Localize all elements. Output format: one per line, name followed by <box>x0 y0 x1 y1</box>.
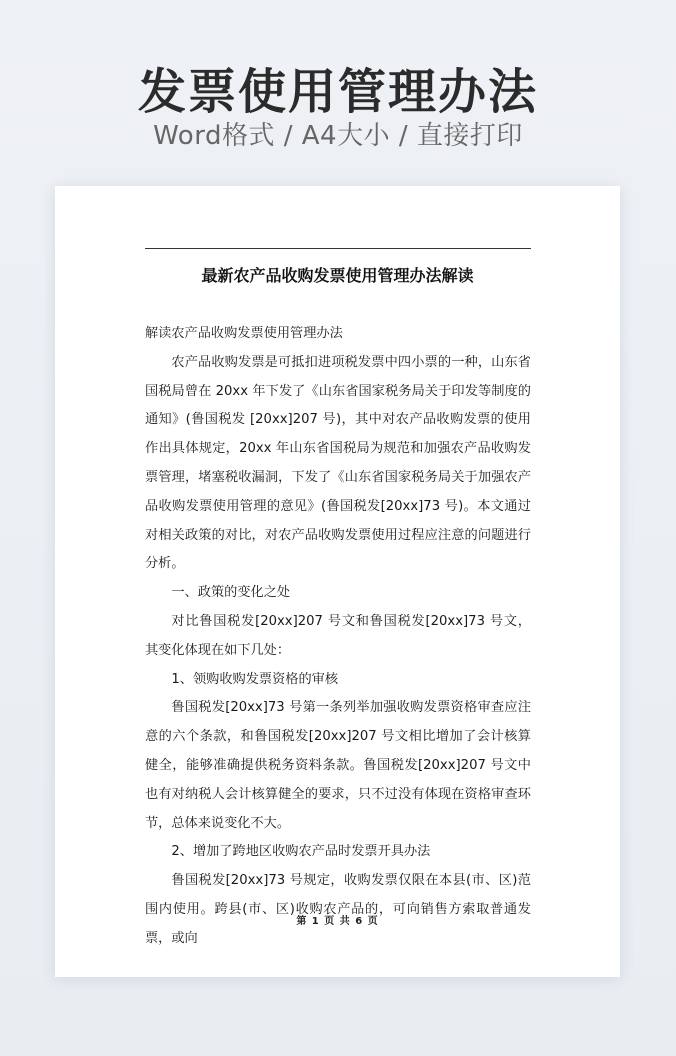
document-title: 最新农产品收购发票使用管理办法解读 <box>201 266 474 285</box>
header-rule <box>145 248 531 249</box>
section-heading: 解读农产品收购发票使用管理办法 <box>145 326 343 341</box>
banner-subtitle: Word格式 / A4大小 / 直接打印 <box>153 121 523 151</box>
subsection-heading: 1、领购收购发票资格的审核 <box>171 671 339 687</box>
section-heading: 一、政策的变化之处 <box>171 585 291 601</box>
page-footer: 第 1 页 共 6 页 <box>296 916 379 927</box>
body-paragraph: 鲁国税发[20xx]73 号规定，收购发票仅限在本县(市、区)范围内使用。跨县(市、区)收购农产品的，可向销售方索取普通发票，或向 <box>145 873 531 946</box>
body-paragraph: 对比鲁国税发[20xx]207 号文和鲁国税发[20xx]73 号文，其变化体现在如下几处： <box>145 613 531 658</box>
body-paragraph: 鲁国税发[20xx]73 号第一条列举加强收购发票资格审查应注意的六个条款，和鲁国税发[20xx]207 号文相比增加了会计核算健全，能够准确提供税务资料条款。鲁国税发[20xx]207 号文中也有对纳税人会计核算健全的要求，只不过没有体现在资格审查环节，总体来说变化不大。 <box>145 700 531 831</box>
banner-title: 发票使用管理办法 <box>137 64 538 120</box>
subsection-heading: 2、增加了跨地区收购农产品时发票开具办法 <box>171 844 431 860</box>
document-page <box>55 186 620 977</box>
body-paragraph: 农产品收购发票是可抵扣进项税发票中四小票的一种，山东省国税局曾在 20xx 年下发了《山东省国家税务局关于印发等制度的通知》(鲁国税发 [20xx]207 号)，其中对农产品收购发票的使用作出具体规定，20xx 年山东省国税局为规范和加强农产品收购发票管理，堵塞税收漏洞，下发了《山东省国家税务局关于加强农产品收购发票使用管理的意见》(鲁国税发[20xx]73 号)。本文通过对相关政策的对比，对农产品收购发票使用过程应注意的问题进行分析。 <box>145 354 531 572</box>
document-body <box>145 320 531 954</box>
